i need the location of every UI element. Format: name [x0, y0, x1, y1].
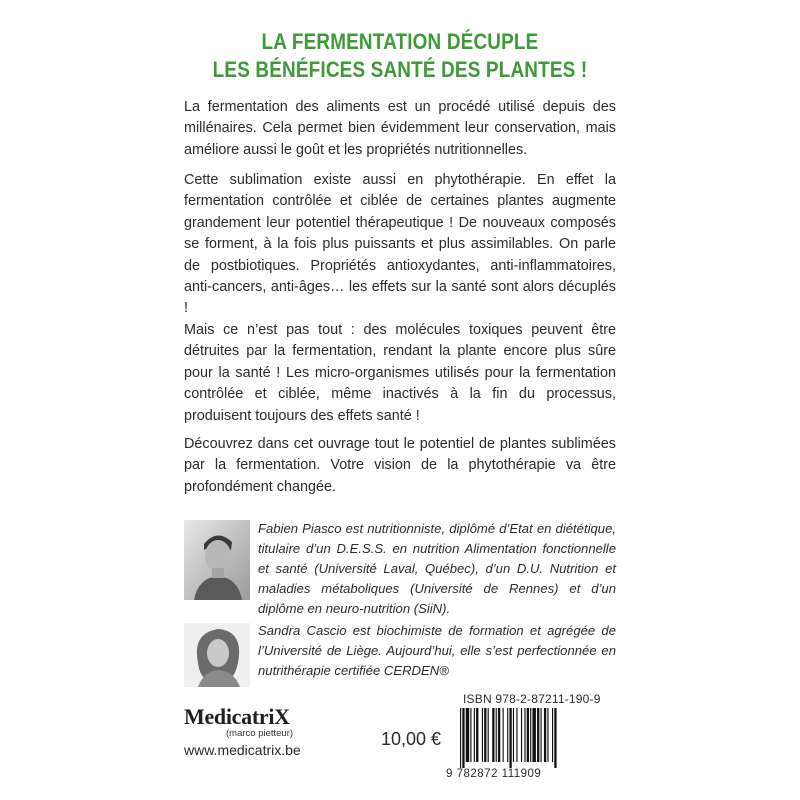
barcode-bar: [470, 708, 471, 762]
barcode-bar: [524, 708, 525, 762]
paragraph-intro: La fermentation des aliments est un procédé utilisé depuis des millénaires. Cela permet bien évidemment leur conservation, mais améliore aussi le goût et les propriétés nutritionnelles.: [184, 99, 616, 158]
paragraph-discover: Découvrez dans cet ouvrage tout le potentiel de plantes sublimées par la fermentation. Votre vision de la phytothérapie va être profondément changée.: [184, 436, 616, 495]
back-cover-title: [56, 28, 744, 84]
barcode-bar: [482, 708, 483, 762]
barcode-bar: [484, 708, 486, 762]
barcode-bar: [466, 708, 469, 762]
barcode-bar: [496, 708, 497, 762]
barcode-bar: [513, 708, 514, 762]
barcode-bar: [547, 708, 548, 762]
paragraph-toxic-molecules: Mais ce n’est pas tout : des molécules toxiques peuvent être détruites par la fermentation, rendant la plante encore plus sûre pour la santé ! Les micro-organismes utilisés pour la fermentation contrôlée et ciblée, même inactivés à la fin du processus, produisent toujours des effets santé !: [184, 322, 616, 424]
barcode-bar: [516, 708, 517, 762]
barcode-bar: [521, 708, 522, 762]
barcode-bar: [492, 708, 494, 762]
barcode-bar: [507, 708, 508, 762]
author-photo-fabien: [184, 520, 250, 600]
barcode-bar: [488, 708, 489, 762]
barcode-bar: [527, 708, 529, 762]
author-bio-fabien: Fabien Piasco est nutritionniste, diplômé d’Etat en diététique, titulaire d’un D.E.S.S. en nutrition Alimentation fonctionnelle et santé (Université Laval, Québec), d’un D.U. Nutrition et maladies métaboliques (Université de Rennes) et d’un diplôme en neuro-nutrition (SiiN).: [258, 521, 616, 616]
paragraph-phytotherapy: Cette sublimation existe aussi en phytothérapie. En effet la fermentation contrôlée et ciblée de certaines plantes augmente grandement leur potentiel thérapeutique ! De nouveaux composés se forment, à la fois plus puissants et plus assimilables. On parle de postbiotiques. Propriétés antioxydantes, anti-inflammatoires, anti-cancers, anti-âges… les effets sur la santé sont alors décuplés !: [184, 172, 616, 317]
title-line-2: LES BÉNÉFICES SANTÉ DES PLANTES !: [212, 57, 588, 82]
barcode-bar: [498, 708, 500, 762]
publisher-logo: MedicatriX: [184, 704, 290, 729]
barcode-bar: [552, 708, 553, 762]
publisher-website: www.medicatrix.be: [184, 742, 301, 758]
barcode-digits: 9 782872 111909: [446, 768, 542, 780]
book-price: 10,00 €: [381, 729, 442, 749]
author-bio-sandra: Sandra Cascio est biochimiste de formation et agrégée de l’Université de Liège. Aujourd’hui, elle s’est perfectionnée en nutrithérapie certifiée CERDEN®: [258, 623, 616, 678]
barcode-bar: [509, 708, 511, 768]
author-photo-sandra: [184, 623, 250, 687]
barcode-image: [446, 708, 606, 776]
barcode-bar: [537, 708, 539, 762]
barcode-bar: [474, 708, 475, 762]
barcode-bar: [554, 708, 556, 768]
barcode-bar: [460, 708, 461, 768]
barcode-bar: [503, 708, 504, 762]
barcode-bar: [476, 708, 478, 762]
isbn-label: ISBN 978-2-87211-190-9: [463, 692, 601, 706]
barcode-bar: [532, 708, 535, 762]
barcode-bar: [544, 708, 546, 762]
title-line-1: LA FERMENTATION DÉCUPLE: [261, 29, 539, 54]
barcode-bar: [530, 708, 531, 762]
barcode-bar: [541, 708, 542, 762]
publisher-subtitle: (marco pietteur): [226, 728, 294, 739]
barcode-bar: [462, 708, 464, 768]
